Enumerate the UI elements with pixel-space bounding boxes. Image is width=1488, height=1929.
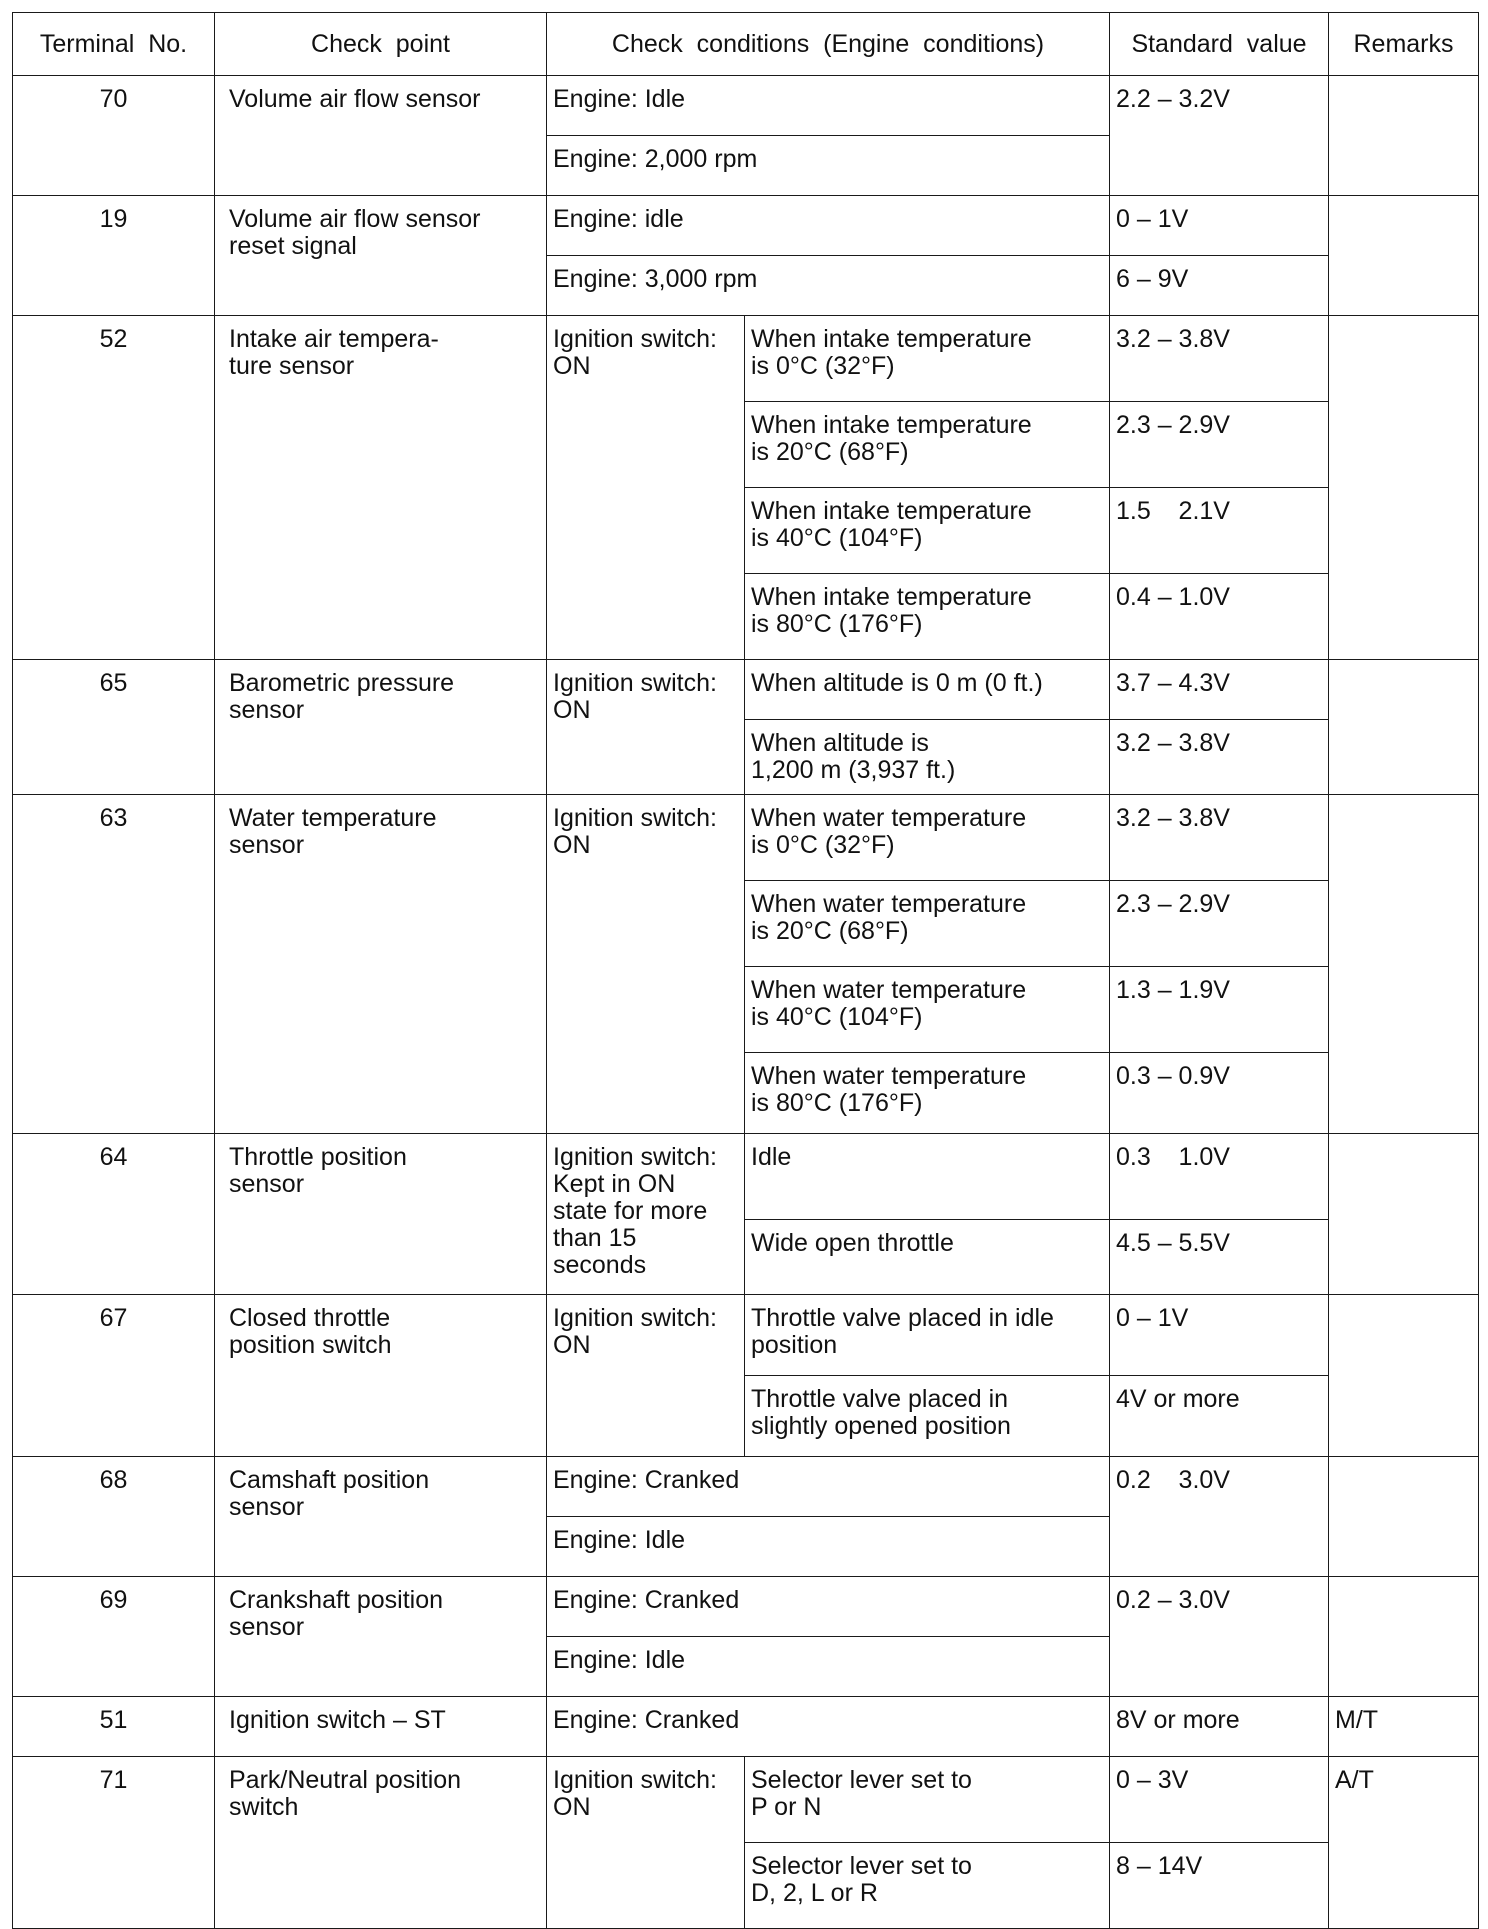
table-row xyxy=(13,1134,1479,1220)
check-point: Park/Neutral position switch xyxy=(215,1757,547,1929)
header-row xyxy=(13,13,1479,76)
check-point: Crankshaft position sensor xyxy=(215,1577,547,1697)
condition: Ignition switch: ON xyxy=(547,316,745,660)
terminal-number: 64 xyxy=(13,1134,215,1295)
table-row xyxy=(13,660,1479,720)
standard-value: 6 – 9V xyxy=(1110,256,1329,316)
standard-value: 0 – 3V xyxy=(1110,1757,1329,1843)
sub-condition: Selector lever set to P or N xyxy=(745,1757,1110,1843)
standard-value: 3.2 – 3.8V xyxy=(1110,795,1329,881)
standard-value: 1.5 2.1V xyxy=(1110,488,1329,574)
standard-value: 1.3 – 1.9V xyxy=(1110,967,1329,1053)
header-remarks: Remarks xyxy=(1329,13,1479,76)
table-row xyxy=(13,1295,1479,1376)
check-point: Volume air flow sensor xyxy=(215,76,547,196)
sub-condition: When water temperature is 20°C (68°F) xyxy=(745,881,1110,967)
header-terminal: Terminal No. xyxy=(13,13,215,76)
standard-value: 0.2 3.0V xyxy=(1110,1457,1329,1577)
condition: Engine: 3,000 rpm xyxy=(547,256,1110,316)
table-row xyxy=(13,795,1479,881)
remarks xyxy=(1329,1295,1479,1457)
remarks xyxy=(1329,795,1479,1134)
check-point: Camshaft position sensor xyxy=(215,1457,547,1577)
standard-value: 0.2 – 3.0V xyxy=(1110,1577,1329,1697)
check-point: Volume air flow sensor reset signal xyxy=(215,196,547,316)
standard-value: 0.4 – 1.0V xyxy=(1110,574,1329,660)
condition: Engine: 2,000 rpm xyxy=(547,136,1110,196)
sub-condition: Idle xyxy=(745,1134,1110,1220)
terminal-number: 19 xyxy=(13,196,215,316)
remarks: A/T xyxy=(1329,1757,1479,1929)
sub-condition: Throttle valve placed in slightly opened position xyxy=(745,1376,1110,1457)
condition: Engine: idle xyxy=(547,196,1110,256)
terminal-check-table xyxy=(12,12,1479,1929)
terminal-number: 70 xyxy=(13,76,215,196)
remarks xyxy=(1329,1134,1479,1295)
sub-condition: When altitude is 0 m (0 ft.) xyxy=(745,660,1110,720)
table-row xyxy=(13,1457,1479,1517)
terminal-number: 63 xyxy=(13,795,215,1134)
check-point: Closed throttle position switch xyxy=(215,1295,547,1457)
check-point: Barometric pressure sensor xyxy=(215,660,547,795)
remarks xyxy=(1329,76,1479,196)
sub-condition: When water temperature is 40°C (104°F) xyxy=(745,967,1110,1053)
condition: Engine: Idle xyxy=(547,76,1110,136)
condition: Engine: Idle xyxy=(547,1517,1110,1577)
standard-value: 0 – 1V xyxy=(1110,1295,1329,1376)
sub-condition: Throttle valve placed in idle position xyxy=(745,1295,1110,1376)
standard-value: 3.2 – 3.8V xyxy=(1110,316,1329,402)
condition: Engine: Cranked xyxy=(547,1457,1110,1517)
condition: Ignition switch: Kept in ON state for more than 15 seconds xyxy=(547,1134,745,1295)
condition: Engine: Cranked xyxy=(547,1697,1110,1757)
check-point: Ignition switch – ST xyxy=(215,1697,547,1757)
sub-condition: When water temperature is 0°C (32°F) xyxy=(745,795,1110,881)
remarks xyxy=(1329,1577,1479,1697)
sub-condition: When altitude is 1,200 m (3,937 ft.) xyxy=(745,720,1110,795)
terminal-number: 67 xyxy=(13,1295,215,1457)
standard-value: 0.3 – 0.9V xyxy=(1110,1053,1329,1134)
sub-condition: Selector lever set to D, 2, L or R xyxy=(745,1843,1110,1929)
condition: Engine: Cranked xyxy=(547,1577,1110,1637)
header-check-point: Check point xyxy=(215,13,547,76)
table-row xyxy=(13,316,1479,402)
standard-value: 2.3 – 2.9V xyxy=(1110,402,1329,488)
terminal-number: 71 xyxy=(13,1757,215,1929)
table-row xyxy=(13,1577,1479,1637)
standard-value: 2.2 – 3.2V xyxy=(1110,76,1329,196)
condition: Ignition switch: ON xyxy=(547,660,745,795)
remarks xyxy=(1329,196,1479,316)
remarks: M/T xyxy=(1329,1697,1479,1757)
remarks xyxy=(1329,1457,1479,1577)
remarks xyxy=(1329,316,1479,660)
condition: Ignition switch: ON xyxy=(547,1757,745,1929)
sub-condition: When intake temperature is 20°C (68°F) xyxy=(745,402,1110,488)
standard-value: 4V or more xyxy=(1110,1376,1329,1457)
sub-condition: Wide open throttle xyxy=(745,1220,1110,1295)
check-point: Throttle position sensor xyxy=(215,1134,547,1295)
condition: Engine: Idle xyxy=(547,1637,1110,1697)
terminal-number: 52 xyxy=(13,316,215,660)
header-conditions: Check conditions (Engine conditions) xyxy=(547,13,1110,76)
sub-condition: When water temperature is 80°C (176°F) xyxy=(745,1053,1110,1134)
remarks xyxy=(1329,660,1479,795)
standard-value: 8V or more xyxy=(1110,1697,1329,1757)
table-row xyxy=(13,1697,1479,1757)
standard-value: 2.3 – 2.9V xyxy=(1110,881,1329,967)
sub-condition: When intake temperature is 0°C (32°F) xyxy=(745,316,1110,402)
check-point: Intake air tempera- ture sensor xyxy=(215,316,547,660)
standard-value: 3.7 – 4.3V xyxy=(1110,660,1329,720)
terminal-number: 51 xyxy=(13,1697,215,1757)
standard-value: 0 – 1V xyxy=(1110,196,1329,256)
standard-value: 8 – 14V xyxy=(1110,1843,1329,1929)
check-point: Water temperature sensor xyxy=(215,795,547,1134)
terminal-number: 69 xyxy=(13,1577,215,1697)
header-standard: Standard value xyxy=(1110,13,1329,76)
standard-value: 0.3 1.0V xyxy=(1110,1134,1329,1220)
sub-condition: When intake temperature is 80°C (176°F) xyxy=(745,574,1110,660)
terminal-number: 65 xyxy=(13,660,215,795)
condition: Ignition switch: ON xyxy=(547,795,745,1134)
table-row xyxy=(13,196,1479,256)
standard-value: 4.5 – 5.5V xyxy=(1110,1220,1329,1295)
table-row xyxy=(13,76,1479,136)
table-row xyxy=(13,1757,1479,1843)
sub-condition: When intake temperature is 40°C (104°F) xyxy=(745,488,1110,574)
condition: Ignition switch: ON xyxy=(547,1295,745,1457)
standard-value: 3.2 – 3.8V xyxy=(1110,720,1329,795)
terminal-number: 68 xyxy=(13,1457,215,1577)
